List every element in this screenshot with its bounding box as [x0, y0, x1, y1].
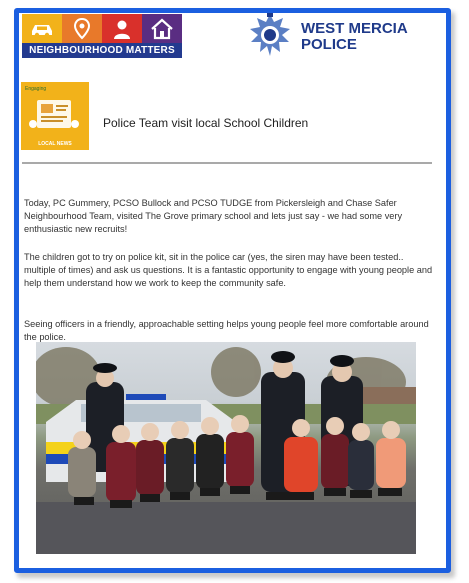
local-news-tile — [21, 82, 89, 150]
tile-tag: Engaging — [25, 86, 47, 92]
neighbourhood-matters-logo — [22, 14, 182, 58]
community-illustration-icon — [25, 94, 85, 138]
west-mercia-police-logo — [247, 10, 427, 64]
police-text: POLICE — [301, 36, 357, 53]
school-visit-photo — [36, 342, 416, 554]
article-title: Police Team visit local School Children — [103, 116, 309, 130]
paragraph-3: Seeing officers in a friendly, approachable setting helps young people feel more comfortable around the police. — [24, 319, 429, 342]
paragraph-1: Today, PC Gummery, PCSO Bullock and PCSO TUDGE from Pickersleigh and Chase Safer Neighbourhood Team, visited The Grove primary school and lets just say - we had some very enthusiastic new recruits! — [24, 198, 403, 234]
person-icon — [102, 14, 142, 43]
neighbourhood-matters-text: NEIGHBOURHOOD MATTERS — [22, 43, 182, 58]
house-icon — [142, 14, 182, 43]
location-pin-icon — [62, 14, 102, 43]
car-icon — [22, 14, 62, 43]
west-mercia-text: WEST MERCIA — [301, 20, 408, 37]
paragraph-2: The children got to try on police kit, sit in the police car (yes, the siren may have been tested.. multiple of times) and ask us questions. It is a fantastic opportunity to engage with young people and help them understand how we work to keep the community safe. — [24, 252, 433, 288]
tile-footer: LOCAL NEWS — [38, 141, 72, 147]
section-divider — [22, 162, 432, 164]
police-crest-icon — [247, 12, 293, 62]
